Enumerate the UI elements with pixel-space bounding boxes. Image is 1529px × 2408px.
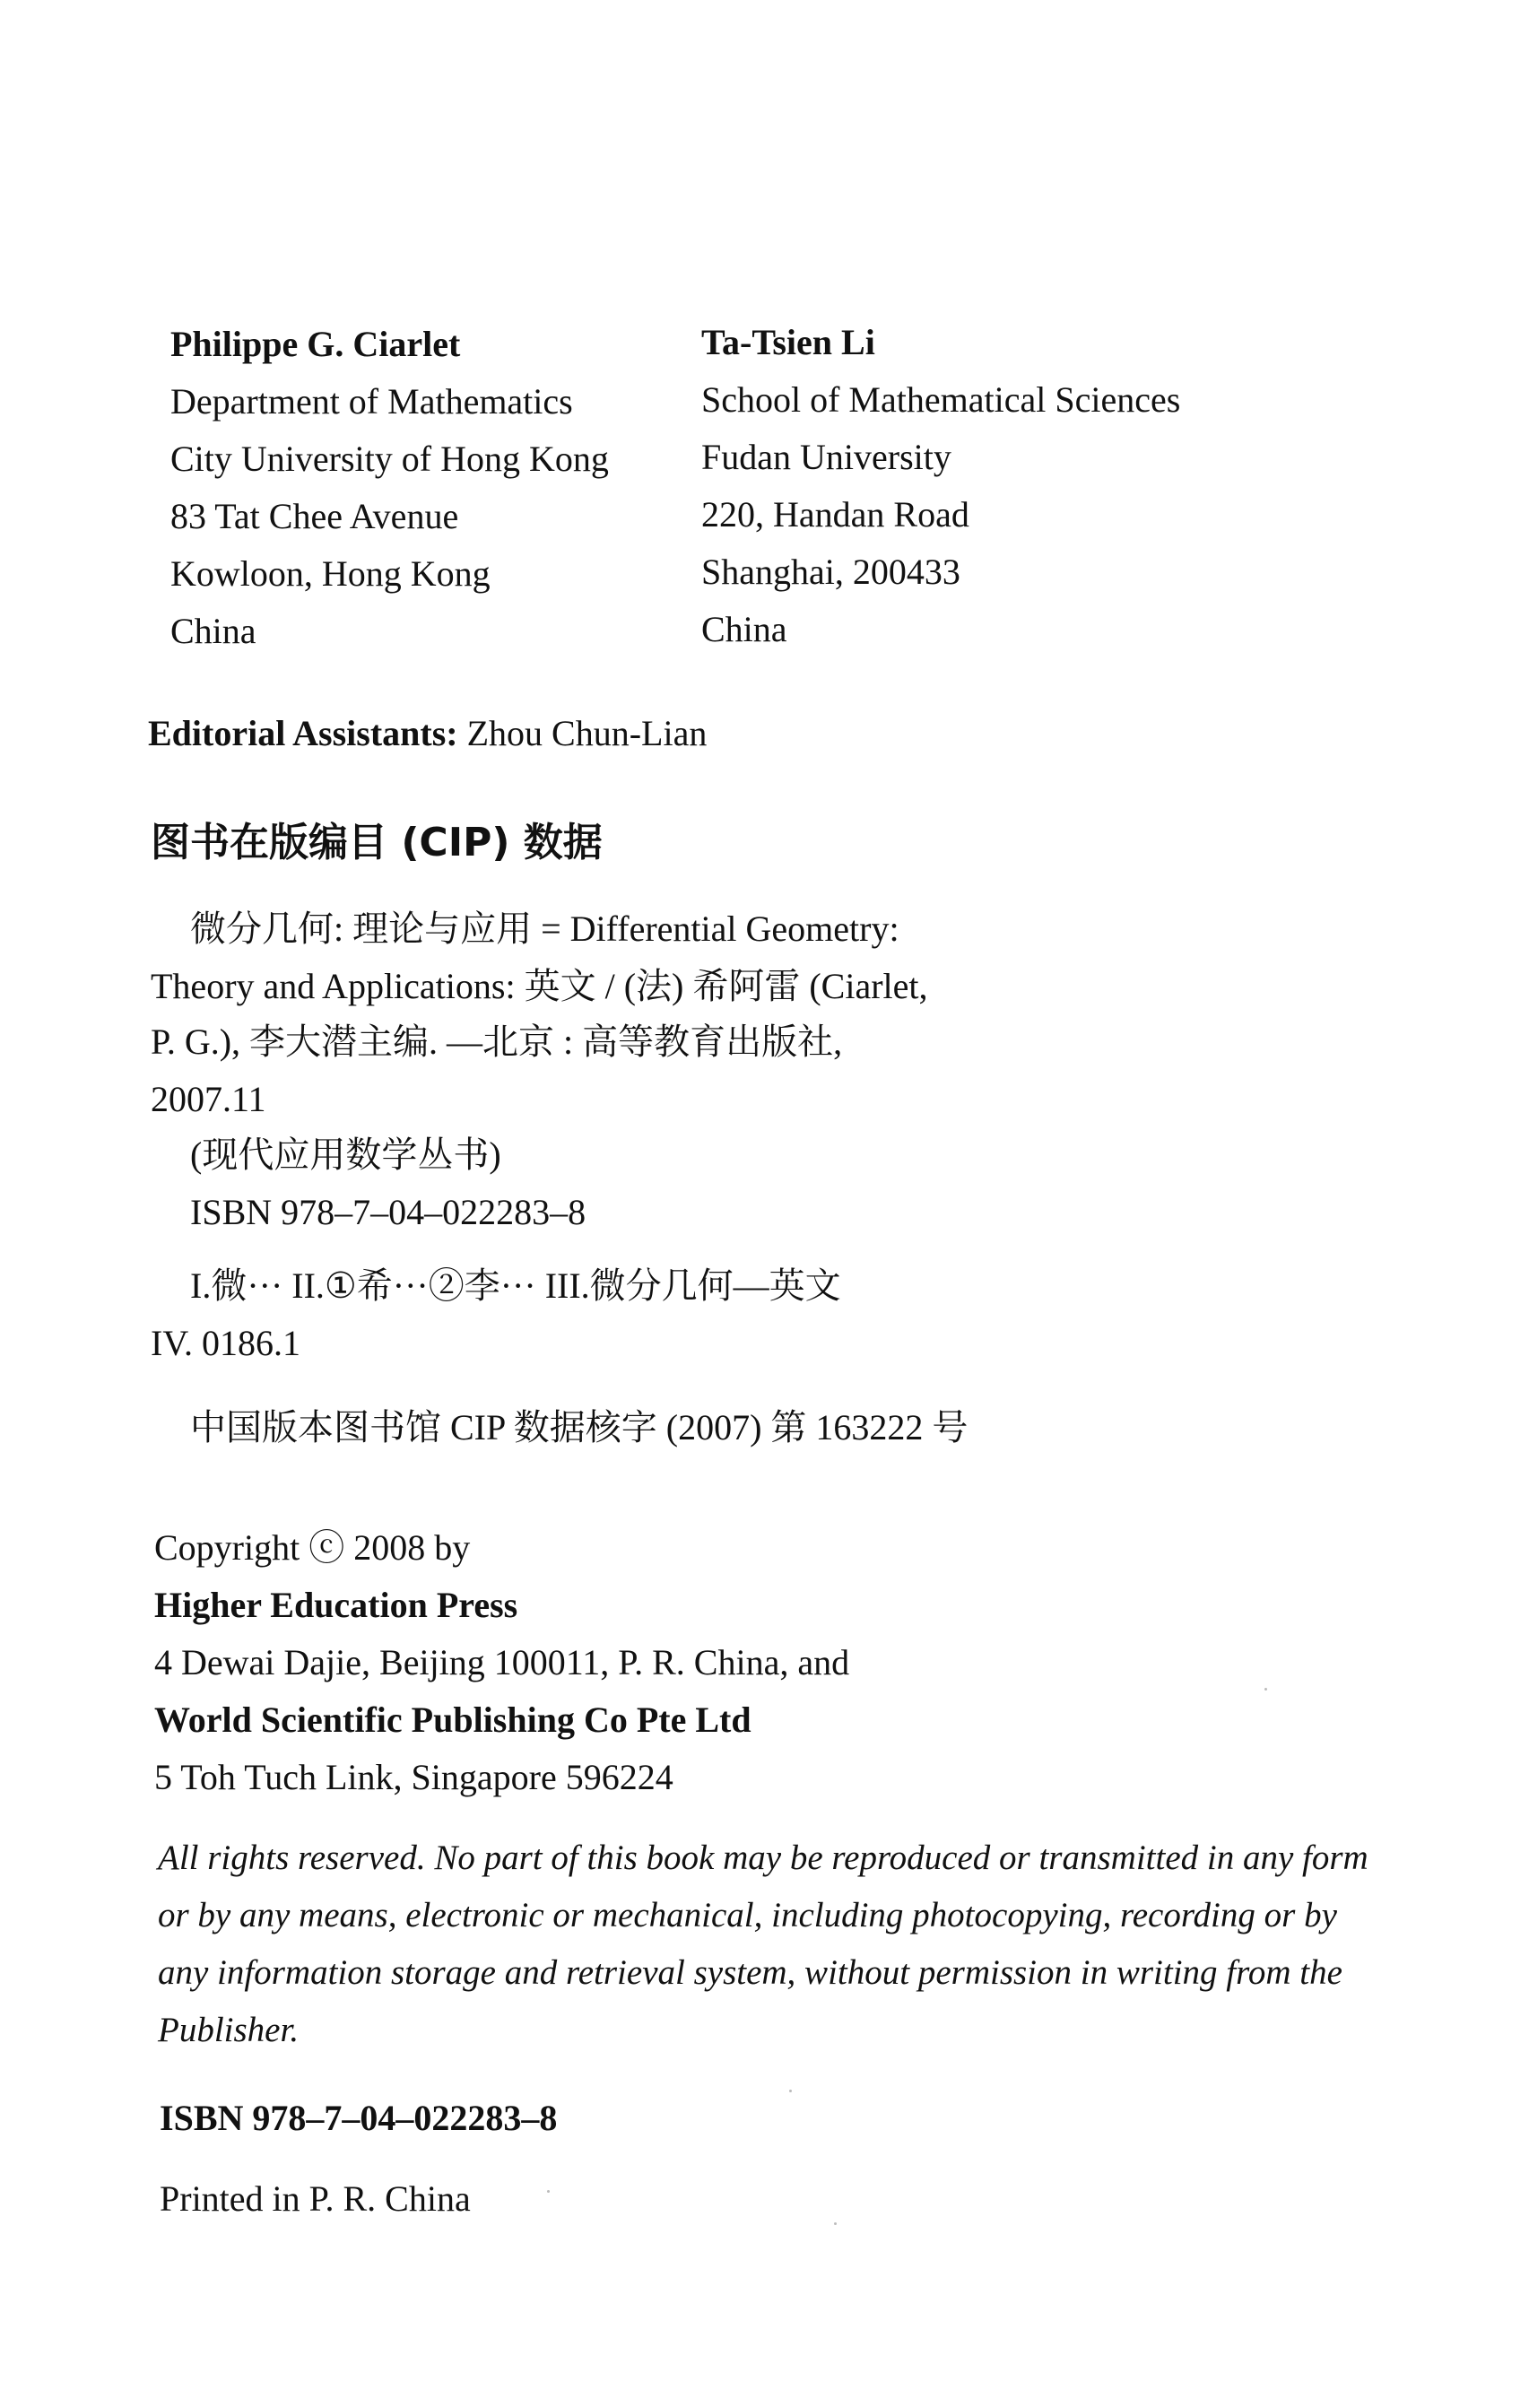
cip-line: 2007.11 xyxy=(151,1079,266,1119)
cip-heading: 图书在版编目 (CIP) 数据 xyxy=(151,820,603,865)
scan-speck xyxy=(834,2222,837,2225)
publisher-name: World Scientific Publishing Co Pte Ltd xyxy=(154,1700,751,1740)
author-name: Philippe G. Ciarlet xyxy=(170,324,461,364)
publisher-name: Higher Education Press xyxy=(154,1585,518,1625)
cip-isbn-line: ISBN 978–7–04–022283–8 xyxy=(190,1192,586,1232)
editorial-value: Zhou Chun-Lian xyxy=(457,713,708,753)
scan-speck xyxy=(789,2090,792,2092)
author-address-line: 83 Tat Chee Avenue xyxy=(170,496,459,536)
rights-line: any information storage and retrieval system, without permission in writing from the xyxy=(158,1953,1342,1992)
author-address-line: School of Mathematical Sciences xyxy=(701,379,1181,420)
author-address-line: China xyxy=(170,611,256,651)
author-name: Ta-Tsien Li xyxy=(701,322,875,362)
cip-line: 微分几何: 理论与应用 = Differential Geometry: xyxy=(190,908,899,949)
copyright-line: Copyright ⓒ 2008 by xyxy=(154,1527,471,1568)
cip-line: (现代应用数学丛书) xyxy=(190,1134,501,1175)
cip-classification-line: I.微··· II.①希···②李··· III.微分几何—英文 xyxy=(190,1265,841,1306)
cip-classification-line: IV. 0186.1 xyxy=(151,1323,301,1363)
cip-record-line: 中国版本图书馆 CIP 数据核字 (2007) 第 163222 号 xyxy=(190,1407,969,1447)
editorial-assistants xyxy=(148,705,707,762)
author-address-line: City University of Hong Kong xyxy=(170,439,609,479)
author-block-li xyxy=(701,314,1180,658)
author-address-line: Kowloon, Hong Kong xyxy=(170,553,491,594)
publisher-address: 4 Dewai Dajie, Beijing 100011, P. R. China, and xyxy=(154,1642,850,1682)
scan-speck xyxy=(1264,1688,1267,1691)
isbn: ISBN 978–7–04–022283–8 xyxy=(160,2098,558,2138)
cip-line: Theory and Applications: 英文 / (法) 希阿雷 (Ciarlet, xyxy=(151,966,928,1006)
author-address-line: 220, Handan Road xyxy=(701,494,969,535)
cip-line: P. G.), 李大潜主编. —北京 : 高等教育出版社, xyxy=(151,1021,843,1062)
rights-line: or by any means, electronic or mechanical, including photocopying, recording or by xyxy=(158,1896,1337,1934)
rights-line: Publisher. xyxy=(158,2011,300,2049)
author-address-line: Fudan University xyxy=(701,437,951,477)
author-address-line: China xyxy=(701,609,787,649)
author-address-line: Department of Mathematics xyxy=(170,381,573,422)
publisher-address: 5 Toh Tuch Link, Singapore 596224 xyxy=(154,1757,673,1797)
rights-line: All rights reserved. No part of this book may be reproduced or transmitted in any form xyxy=(158,1839,1368,1877)
author-block-ciarlet xyxy=(170,316,609,660)
author-address-line: Shanghai, 200433 xyxy=(701,552,960,592)
editorial-label: Editorial Assistants: xyxy=(148,713,458,753)
printed-in: Printed in P. R. China xyxy=(160,2178,471,2219)
scan-speck xyxy=(547,2190,550,2193)
